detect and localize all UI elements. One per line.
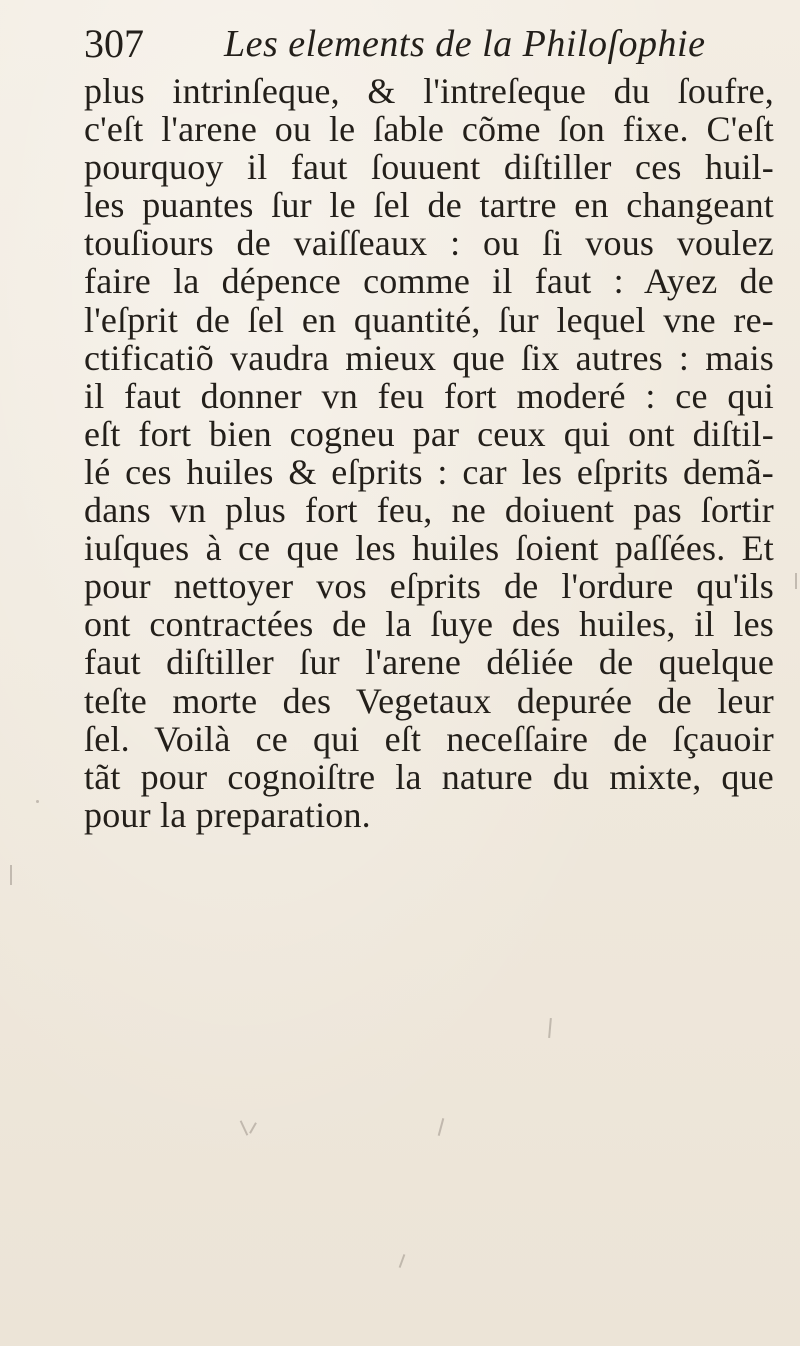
text-line: pourquoy il faut ſouuent diſtiller ces huil- (84, 147, 774, 188)
text-line: pour nettoyer vos eſprits de l'ordure qu'ils (84, 566, 774, 607)
text-line: iuſques à ce que les huiles ſoient paſſées. Et (84, 528, 774, 569)
paper-mark (36, 800, 39, 803)
paper-mark (438, 1118, 445, 1136)
paper-mark (10, 865, 12, 885)
text-line: touſiours de vaiſſeaux : ou ſi vous voulez (84, 223, 774, 264)
text-line: l'eſprit de ſel en quantité, ſur lequel vne re- (84, 299, 774, 340)
paper-mark (399, 1254, 406, 1268)
running-head: Les elements de la Philoſophie (224, 23, 706, 65)
text-line: plus intrinſeque, & l'intreſeque du ſoufre, (84, 71, 774, 111)
text-line: teſte morte des Vegetaux depurée de leur (84, 680, 774, 721)
body-text (84, 72, 774, 834)
paper-mark (249, 1122, 257, 1133)
text-line: c'eſt l'arene ou le ſable cõme ſon fixe. C'eſt (84, 109, 774, 150)
text-line: tãt pour cognoiſtre la nature du mixte, que (84, 756, 774, 797)
text-line: pour la preparation. (84, 794, 371, 835)
text-line: il faut donner vn feu fort moderé : ce qui (84, 375, 774, 416)
text-line: ſel. Voilà ce qui eſt neceſſaire de ſçauoir (84, 718, 774, 759)
text-line: ctificatiõ vaudra mieux que ſix autres : mais (84, 337, 774, 378)
text-line: eſt fort bien cogneu par ceux qui ont diſtil- (84, 413, 774, 454)
page-number: 307 (84, 21, 144, 66)
text-line: faut diſtiller ſur l'arene déliée de quelque (84, 642, 774, 683)
text-line: faire la dépence comme il faut : Ayez de (84, 261, 774, 302)
page-header (84, 16, 724, 76)
text-line: dans vn plus fort feu, ne doiuent pas ſortir (84, 490, 774, 531)
paper-mark (795, 573, 797, 589)
text-line: ont contractées de la ſuye des huiles, il les (84, 604, 774, 645)
paper-mark (240, 1120, 249, 1135)
text-line: les puantes ſur le ſel de tartre en changeant (84, 185, 774, 226)
paper-mark (548, 1018, 552, 1038)
text-line: lé ces huiles & eſprits : car les eſprits demã- (84, 451, 774, 492)
